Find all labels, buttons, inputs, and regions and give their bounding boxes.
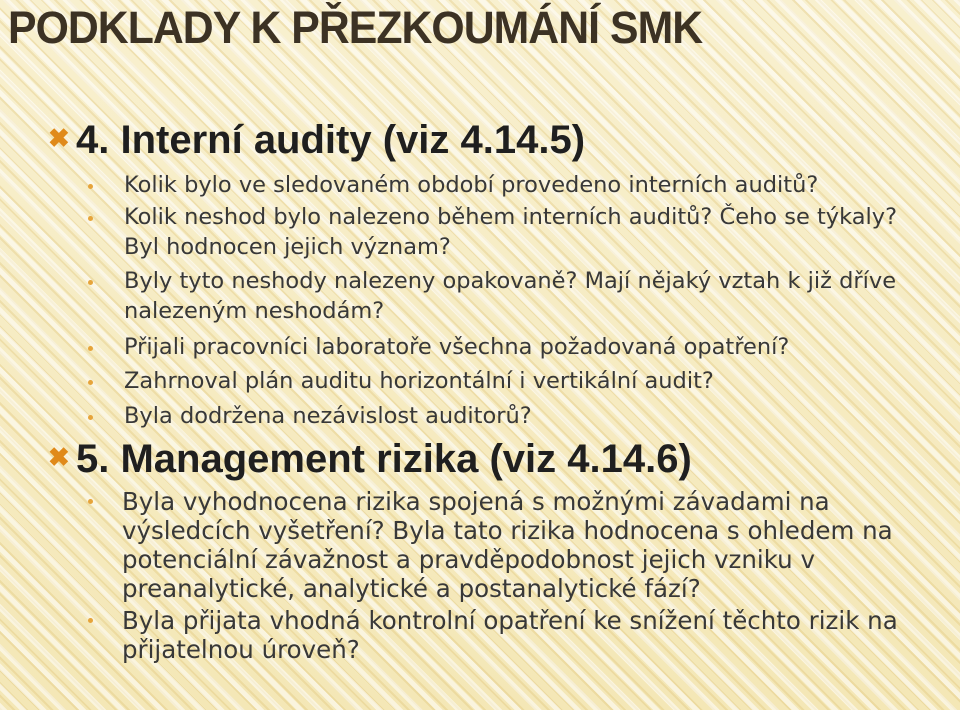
bullet-dot-icon: [88, 499, 93, 504]
list-item-text: Byla dodržena nezávislost auditorů?: [124, 403, 532, 429]
bullet-dot-icon: [88, 618, 93, 623]
list-item: [88, 606, 938, 664]
list-item: [88, 332, 938, 362]
section-heading-internal-audits: [48, 118, 585, 163]
bullet-dot-icon: [88, 346, 93, 351]
list-item: [88, 170, 938, 200]
section-heading-text: 4. Interní audity (viz 4.14.5): [76, 118, 586, 162]
x-bullet-icon: ✖: [48, 122, 70, 153]
list-item: [88, 401, 938, 431]
bullet-dot-icon: [88, 415, 93, 420]
slide-title: PODKLADY K PŘEZKOUMÁNÍ SMK: [8, 2, 703, 53]
list-item-text: Přijali pracovníci laboratoře všechna požadovaná opatření?: [124, 334, 790, 360]
list-item: [88, 266, 938, 326]
section-heading-risk-management: [48, 437, 692, 482]
bullet-dot-icon: [88, 184, 93, 189]
bullet-dot-icon: [88, 380, 93, 385]
bullet-dot-icon: [88, 216, 93, 221]
list-item: [88, 366, 938, 396]
section-heading-text: 5. Management rizika (viz 4.14.6): [76, 437, 692, 481]
list-item-text: Byla přijata vhodná kontrolní opatření ke snížení těchto rizik na přijatelnou úroveň?: [122, 606, 898, 664]
list-item: [88, 202, 938, 262]
list-item: [88, 487, 938, 603]
list-item-text: Byla vyhodnocena rizika spojená s možnými závadami na výsledcích vyšetření? Byla tato rizika hodnocena s ohledem na potenciální závažnost a pravděpodobnost jejich vzniku v preanalytické, analytické a postanalytické fází?: [122, 487, 893, 603]
list-item-text: Zahrnoval plán auditu horizontální i vertikální audit?: [124, 368, 714, 394]
list-item-text: Kolik bylo ve sledovaném období provedeno interních auditů?: [124, 172, 819, 198]
list-item-text: Byly tyto neshody nalezeny opakovaně? Mají nějaký vztah k již dříve nalezeným neshodám?: [124, 268, 897, 324]
x-bullet-icon: ✖: [48, 441, 70, 472]
bullet-dot-icon: [88, 280, 93, 285]
list-item-text: Kolik neshod bylo nalezeno během interních auditů? Čeho se týkaly? Byl hodnocen jejich význam?: [124, 204, 898, 260]
